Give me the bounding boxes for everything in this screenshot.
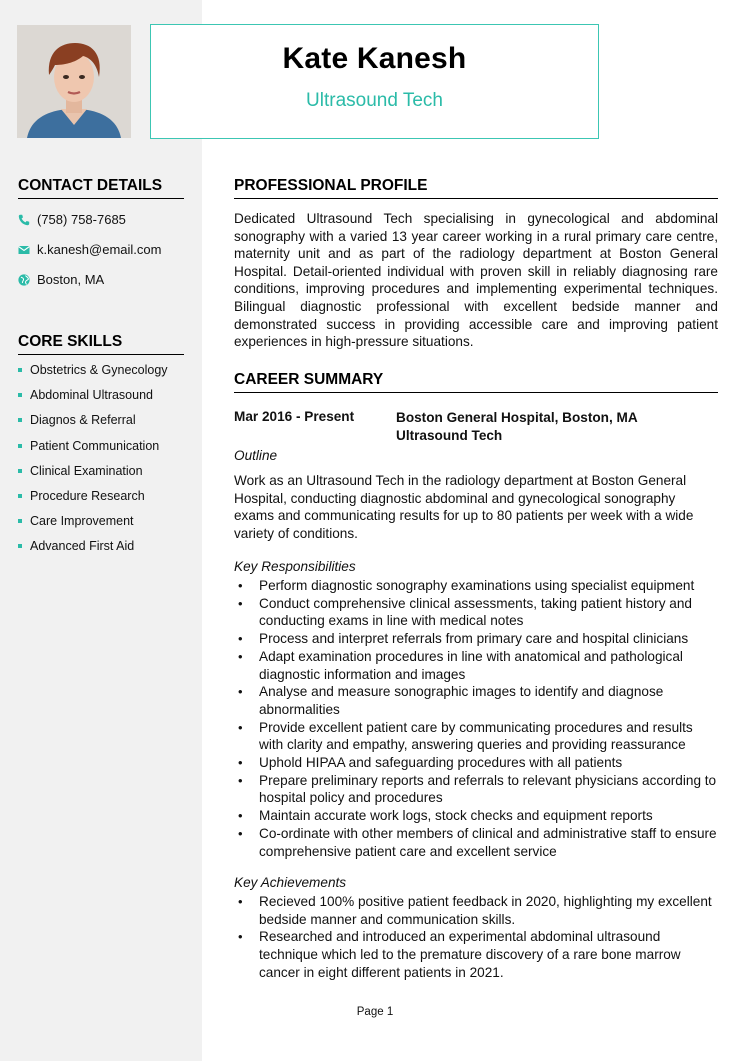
job-date: Mar 2016 - Present	[234, 409, 355, 424]
bullet-square-icon	[18, 393, 22, 397]
job-employer: Boston General Hospital, Boston, MA	[396, 410, 638, 425]
email-icon	[18, 244, 30, 256]
location-value: Boston, MA	[37, 272, 105, 287]
contact-phone	[18, 212, 126, 227]
job-employer-block	[396, 409, 638, 445]
list-item: • Process and interpret referrals from primary care and hospital clinicians	[234, 630, 718, 648]
email-value[interactable]: k.kanesh@email.com	[37, 242, 162, 257]
contact-location	[18, 272, 104, 287]
core-skills-heading: CORE SKILLS	[18, 333, 184, 355]
bullet-square-icon	[18, 368, 22, 372]
list-item: • Perform diagnostic sonography examinations using specialist equipment	[234, 577, 718, 595]
contact-email	[18, 242, 161, 257]
list-item: • Analyse and measure sonographic images to identify and diagnose abnormalities	[234, 683, 718, 718]
name-header-box	[150, 24, 599, 139]
candidate-name: Kate Kanesh	[282, 42, 467, 75]
bullet-square-icon	[18, 418, 22, 422]
outline-text: Work as an Ultrasound Tech in the radiology department at Boston General Hospital, conducting diagnostic abdominal and gynecological sonography exams and communicating results for up to 80 patients per week with a wide variety of conditions.	[234, 473, 694, 542]
bullet-square-icon	[18, 444, 22, 448]
list-item: Patient Communication	[18, 439, 168, 464]
page-number: Page 1	[356, 1006, 394, 1018]
candidate-job-title: Ultrasound Tech	[306, 90, 443, 111]
phone-value[interactable]: (758) 758-7685	[37, 212, 126, 227]
outline-label: Outline	[234, 448, 278, 463]
globe-icon	[18, 274, 30, 286]
job-role: Ultrasound Tech	[396, 428, 503, 443]
list-item: • Co-ordinate with other members of clinical and administrative staff to ensure comprehensive patient care and excellent service	[234, 825, 718, 860]
list-item: Clinical Examination	[18, 464, 168, 489]
profile-text: Dedicated Ultrasound Tech specialising in gynecological and abdominal sonography with a varied 13 year career working in a rural primary care centre, maternity unit and as part of the radiology department at Boston General Hospital. Detail-oriented individual with proven skill in reliably diagnosing rare conditions, improving procedures and implementing experimental techniques. Bilingual diagnostic professional with excellent bedside manner and demonstrated success in providing accessible care and improving patient experiences in high-pressure situations.	[234, 211, 718, 350]
profile-photo-illustration	[17, 25, 131, 138]
bullet-square-icon	[18, 494, 22, 498]
responsibilities-list	[234, 577, 718, 860]
profile-photo	[17, 25, 131, 138]
contact-details-heading: CONTACT DETAILS	[18, 177, 184, 199]
achievements-label: Key Achievements	[234, 875, 347, 890]
list-item: • Adapt examination procedures in line with anatomical and pathological diagnostic information and images	[234, 648, 718, 683]
list-item: • Conduct comprehensive clinical assessments, taking patient history and conducting exams in line with medical notes	[234, 595, 718, 630]
bullet-square-icon	[18, 519, 22, 523]
career-summary-heading: CAREER SUMMARY	[234, 371, 718, 393]
list-item: • Provide excellent patient care by communicating procedures and results with clarity and empathy, answering queries and providing reassurance	[234, 719, 718, 754]
list-item: • Uphold HIPAA and safeguarding procedures with all patients	[234, 754, 718, 772]
professional-profile-heading: PROFESSIONAL PROFILE	[234, 177, 718, 199]
list-item: • Prepare preliminary reports and referrals to relevant physicians according to hospital policy and procedures	[234, 772, 718, 807]
list-item: Abdominal Ultrasound	[18, 388, 168, 413]
list-item: Procedure Research	[18, 489, 168, 514]
phone-icon	[18, 214, 30, 226]
list-item: • Researched and introduced an experimental abdominal ultrasound technique which led to the premature discovery of a rare bone marrow cancer in eight different patients in 2021.	[234, 928, 718, 981]
list-item: • Maintain accurate work logs, stock checks and equipment reports	[234, 807, 718, 825]
responsibilities-label: Key Responsibilities	[234, 559, 356, 574]
list-item: Care Improvement	[18, 514, 168, 539]
bullet-square-icon	[18, 469, 22, 473]
skills-list	[18, 363, 168, 565]
list-item: Obstetrics & Gynecology	[18, 363, 168, 388]
list-item: • Recieved 100% positive patient feedback in 2020, highlighting my excellent bedside manner and communication skills.	[234, 893, 718, 928]
bullet-square-icon	[18, 544, 22, 548]
list-item: Diagnos & Referral	[18, 413, 168, 438]
list-item: Advanced First Aid	[18, 539, 168, 564]
achievements-list	[234, 893, 718, 982]
